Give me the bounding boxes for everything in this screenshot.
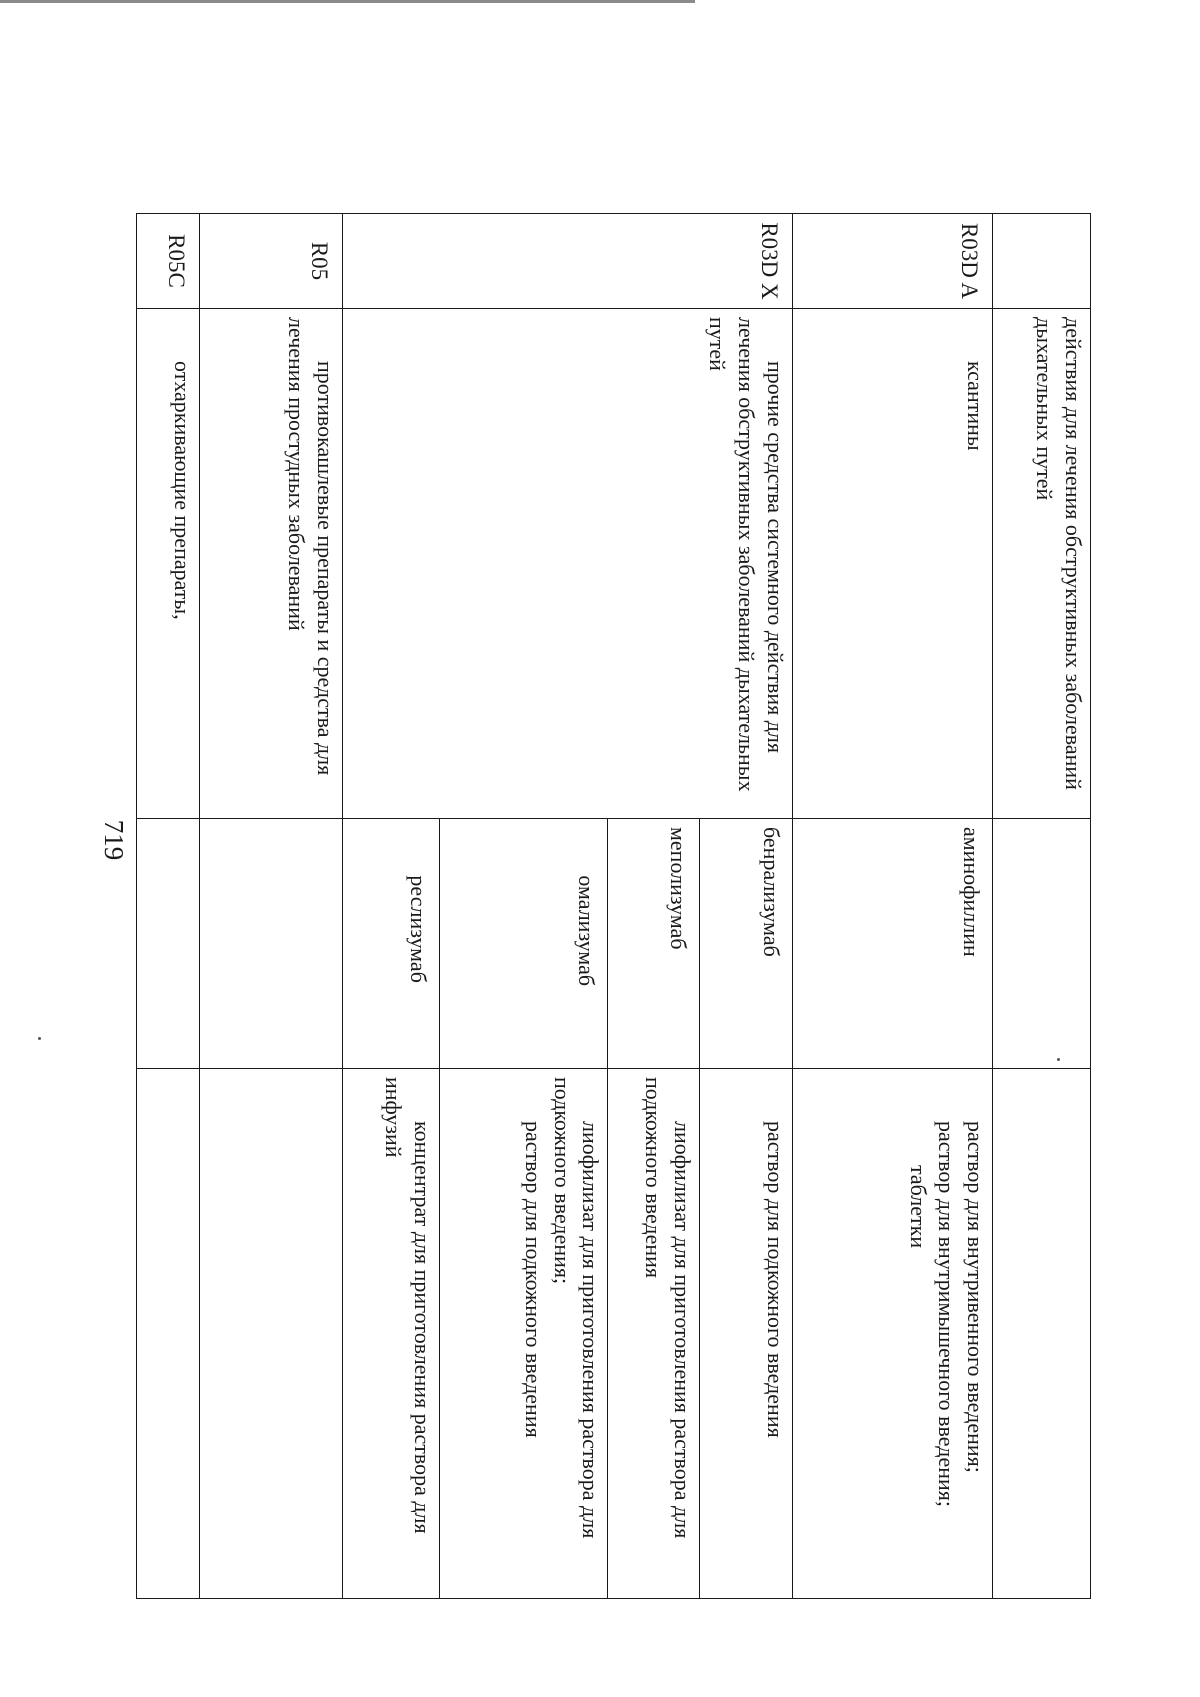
forms-cell: концентрат для приготовления раствора для инфузий: [342, 1069, 439, 1599]
group-cell: отхаркивающие препараты,: [137, 309, 200, 819]
atc-code-cell: R05: [200, 214, 342, 309]
atc-code-cell: [992, 214, 1090, 309]
atc-code-cell: R03D A: [792, 214, 992, 309]
atc-code-cell: R03D X: [342, 214, 792, 309]
forms-cell: раствор для подкожного введения: [699, 1069, 792, 1599]
drug-cell: [992, 819, 1090, 1069]
forms-cell: раствор для внутривенного введения; раствор для внутримышечного введения; таблетки: [792, 1069, 992, 1599]
table-row: [200, 214, 342, 1599]
drug-classification-table: [136, 213, 1091, 1599]
table-row: [699, 214, 792, 1599]
group-cell: противокашлевые препараты и средства для лечения простудных заболеваний: [200, 309, 342, 819]
page-number: 719: [99, 819, 129, 861]
forms-cell: [137, 1069, 200, 1599]
drug-cell: реслизумаб: [342, 819, 439, 1069]
drug-cell: омализумаб: [439, 819, 608, 1069]
table-row: [792, 214, 992, 1599]
table-row: [137, 214, 200, 1599]
drug-cell: [137, 819, 200, 1069]
group-cell: прочие средства системного действия для лечения обструктивных заболеваний дыхательных путей: [342, 309, 792, 819]
scan-edge-line: [0, 0, 695, 3]
rotated-table-wrapper: [136, 213, 1091, 1598]
drug-cell: аминофиллин: [792, 819, 992, 1069]
drug-cell: бенрализумаб: [699, 819, 792, 1069]
forms-cell: лиофилизат для приготовления раствора для подкожного введения: [608, 1069, 700, 1599]
scan-speck: [38, 1037, 41, 1040]
drug-cell: меполизумаб: [608, 819, 700, 1069]
group-cell: ксантины: [792, 309, 992, 819]
drug-cell: [200, 819, 342, 1069]
table-row: [992, 214, 1090, 1599]
forms-cell: [200, 1069, 342, 1599]
forms-cell: [992, 1069, 1090, 1599]
forms-cell: лиофилизат для приготовления раствора для подкожного введения; раствор для подкожного введения: [439, 1069, 608, 1599]
group-cell: действия для лечения обструктивных заболеваний дыхательных путей: [992, 309, 1090, 819]
atc-code-cell: R05C: [137, 214, 200, 309]
